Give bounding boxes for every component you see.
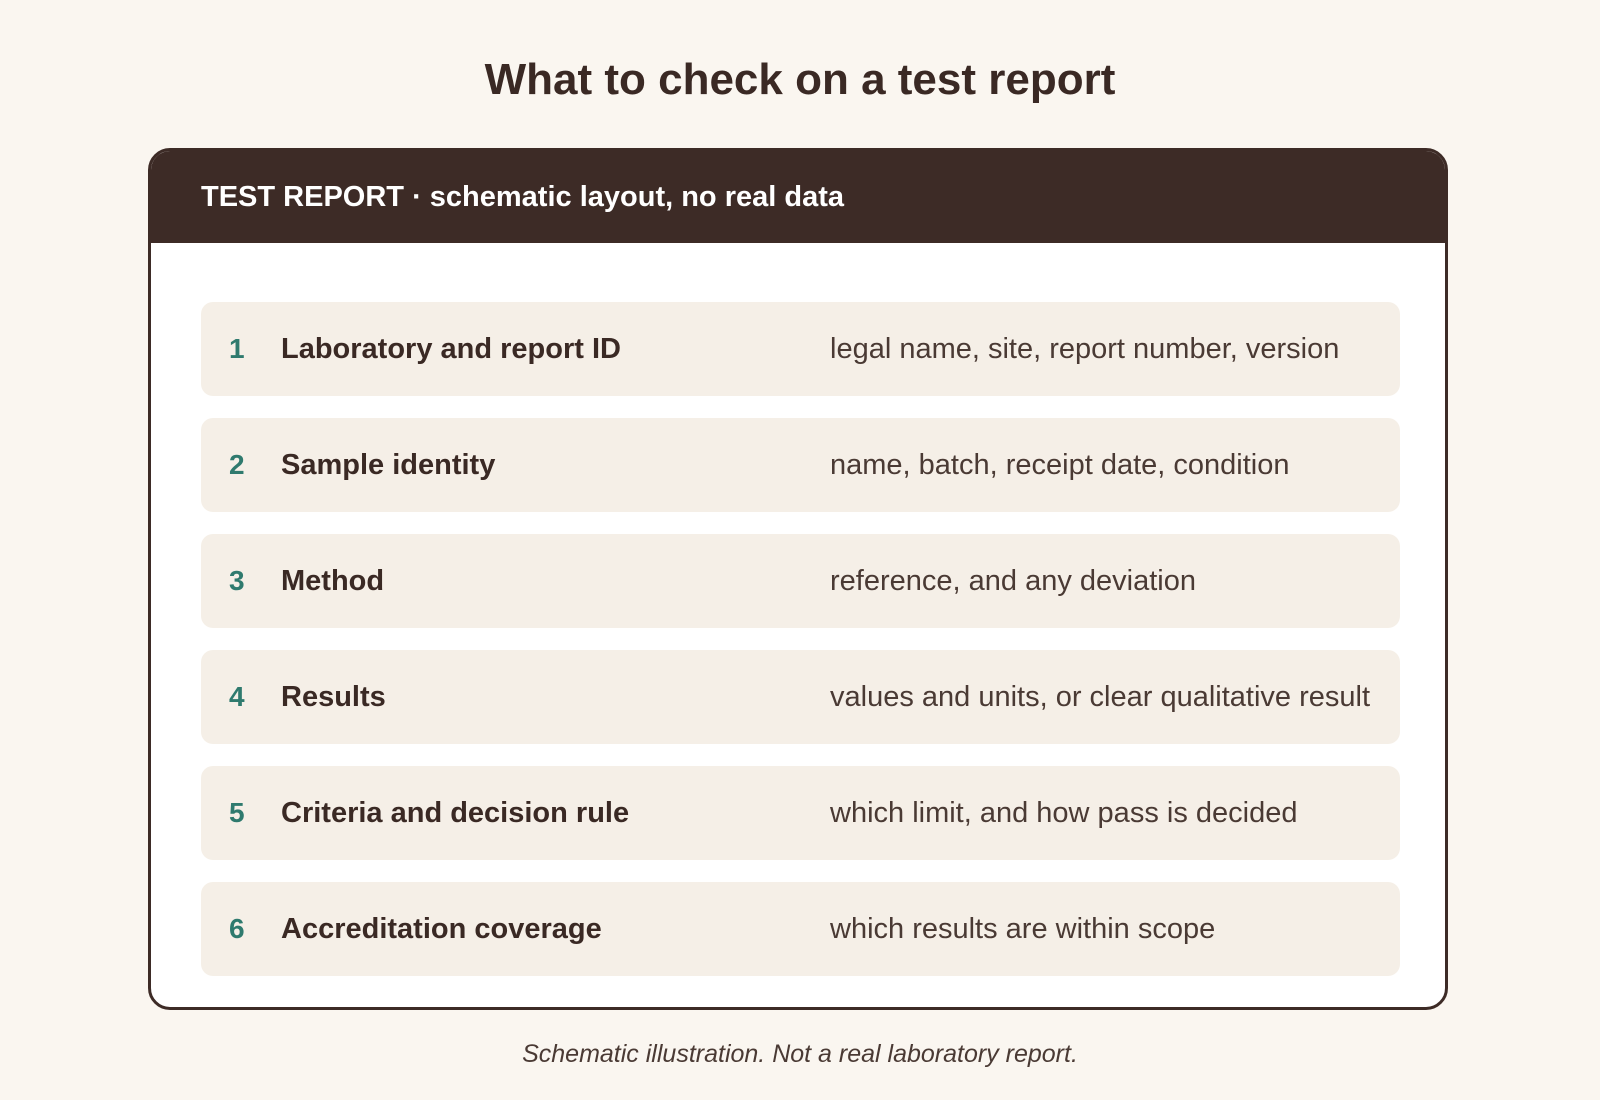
checklist-row — [201, 882, 1400, 976]
row-label: Method — [281, 564, 385, 597]
row-number: 6 — [229, 913, 245, 944]
row-description: name, batch, receipt date, condition — [830, 448, 1290, 481]
row-number: 1 — [229, 333, 245, 364]
row-number: 4 — [229, 681, 245, 712]
row-description: reference, and any deviation — [830, 564, 1196, 597]
checklist-row — [201, 766, 1400, 860]
report-header: TEST REPORT · schematic layout, no real data — [151, 151, 1445, 243]
page-title: What to check on a test report — [484, 55, 1116, 104]
row-description: which limit, and how pass is decided — [830, 796, 1298, 829]
row-number: 5 — [229, 797, 245, 828]
report-card — [148, 148, 1448, 1010]
checklist — [201, 302, 1400, 998]
row-label: Results — [281, 680, 386, 713]
row-label: Accreditation coverage — [281, 912, 602, 945]
row-label: Sample identity — [281, 448, 496, 481]
row-label: Criteria and decision rule — [281, 796, 630, 829]
row-description: legal name, site, report number, version — [830, 332, 1340, 365]
row-number: 3 — [229, 565, 245, 596]
row-description: which results are within scope — [830, 912, 1216, 945]
row-number: 2 — [229, 449, 245, 480]
checklist-row — [201, 302, 1400, 396]
checklist-row — [201, 534, 1400, 628]
footnote: Schematic illustration. Not a real laboratory report. — [522, 1040, 1078, 1068]
row-description: values and units, or clear qualitative result — [830, 680, 1371, 713]
row-label: Laboratory and report ID — [281, 332, 621, 365]
checklist-row — [201, 650, 1400, 744]
checklist-row — [201, 418, 1400, 512]
